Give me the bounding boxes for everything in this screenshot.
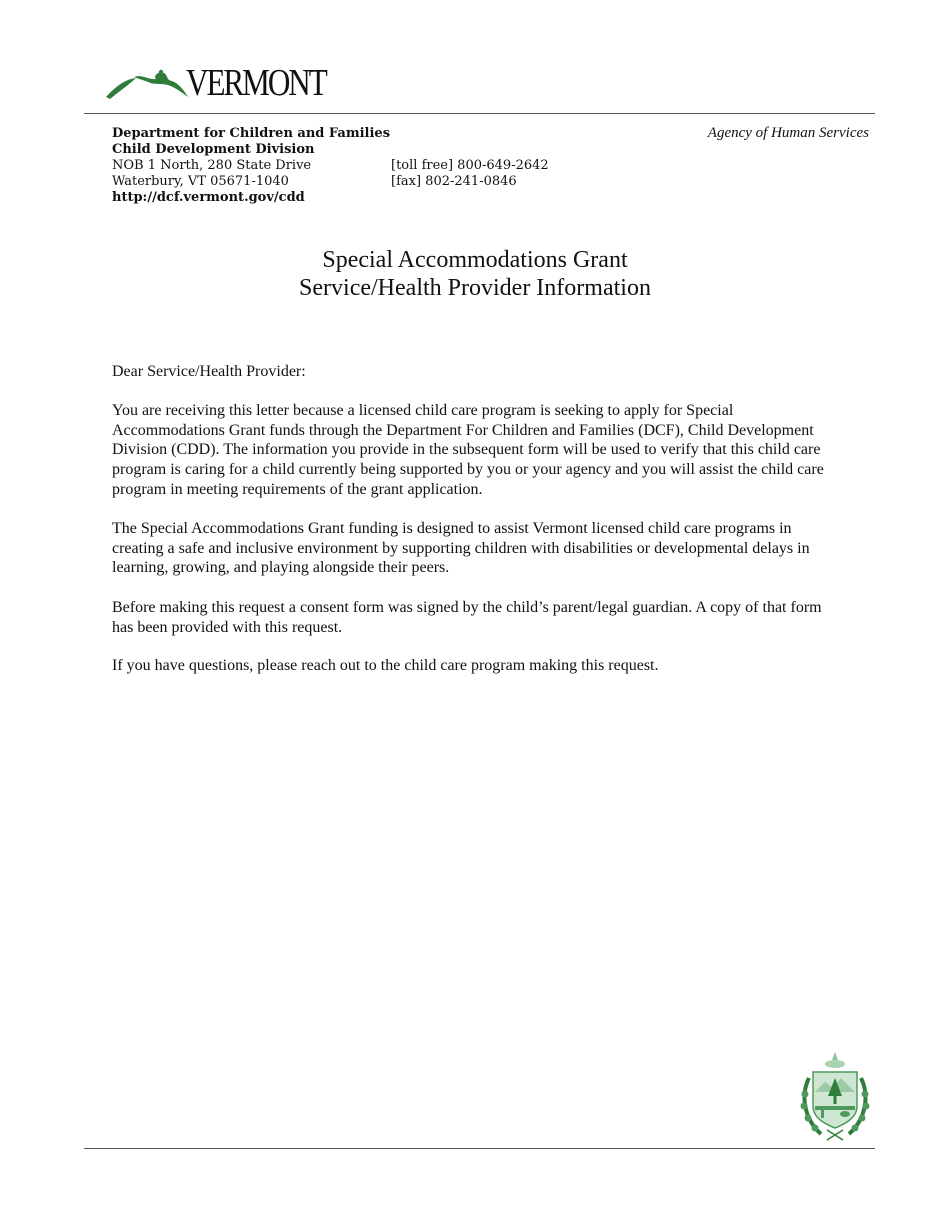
fax-number: [fax] 802-241-0846	[391, 174, 517, 189]
salutation: Dear Service/Health Provider:	[112, 363, 306, 380]
department-name: Department for Children and Families	[112, 126, 391, 141]
body-paragraph-3: Before making this request a consent form was signed by the child’s parent/legal guardian. A copy of that form has been provided with this request.	[112, 599, 822, 636]
body-paragraph-4: If you have questions, please reach out to the child care program making this request.	[112, 657, 659, 674]
body-paragraph-2: The Special Accommodations Grant funding is designed to assist Vermont licensed child care programs in creating a safe and inclusive environment by supporting children with disabilities or developmental delays in learning, growing, and playing alongside their peers.	[112, 520, 810, 577]
document-title-line-1: Special Accommodations Grant	[322, 247, 628, 273]
agency-name: Agency of Human Services	[707, 125, 869, 141]
vermont-seal-icon	[795, 1048, 875, 1142]
logo-wordmark: VERMONT	[186, 62, 326, 104]
toll-free-number: [toll free] 800-649-2642	[391, 158, 549, 173]
vermont-logo	[104, 64, 344, 102]
website-link[interactable]: http://dcf.vermont.gov/cdd	[112, 190, 305, 205]
body-paragraph-1: You are receiving this letter because a licensed child care program is seeking to apply for Special Accommodations Grant funds through the Department For Children and Families (DCF), Child Development Division (CDD). The information you provide in the subsequent form will be used to verify that this child care program is caring for a child currently being supported by you or your agency and you will assist the child care program in meeting requirements of the grant application.	[112, 402, 824, 498]
footer-divider	[84, 1148, 875, 1149]
document-title-line-2: Service/Health Provider Information	[299, 275, 651, 301]
address-line-1: NOB 1 North, 280 State Drive	[112, 158, 312, 173]
address-line-2: Waterbury, VT 05671-1040	[112, 174, 289, 189]
division-name: Child Development Division	[112, 142, 315, 157]
mountain-logo-icon	[104, 66, 190, 102]
header-divider	[84, 113, 875, 114]
